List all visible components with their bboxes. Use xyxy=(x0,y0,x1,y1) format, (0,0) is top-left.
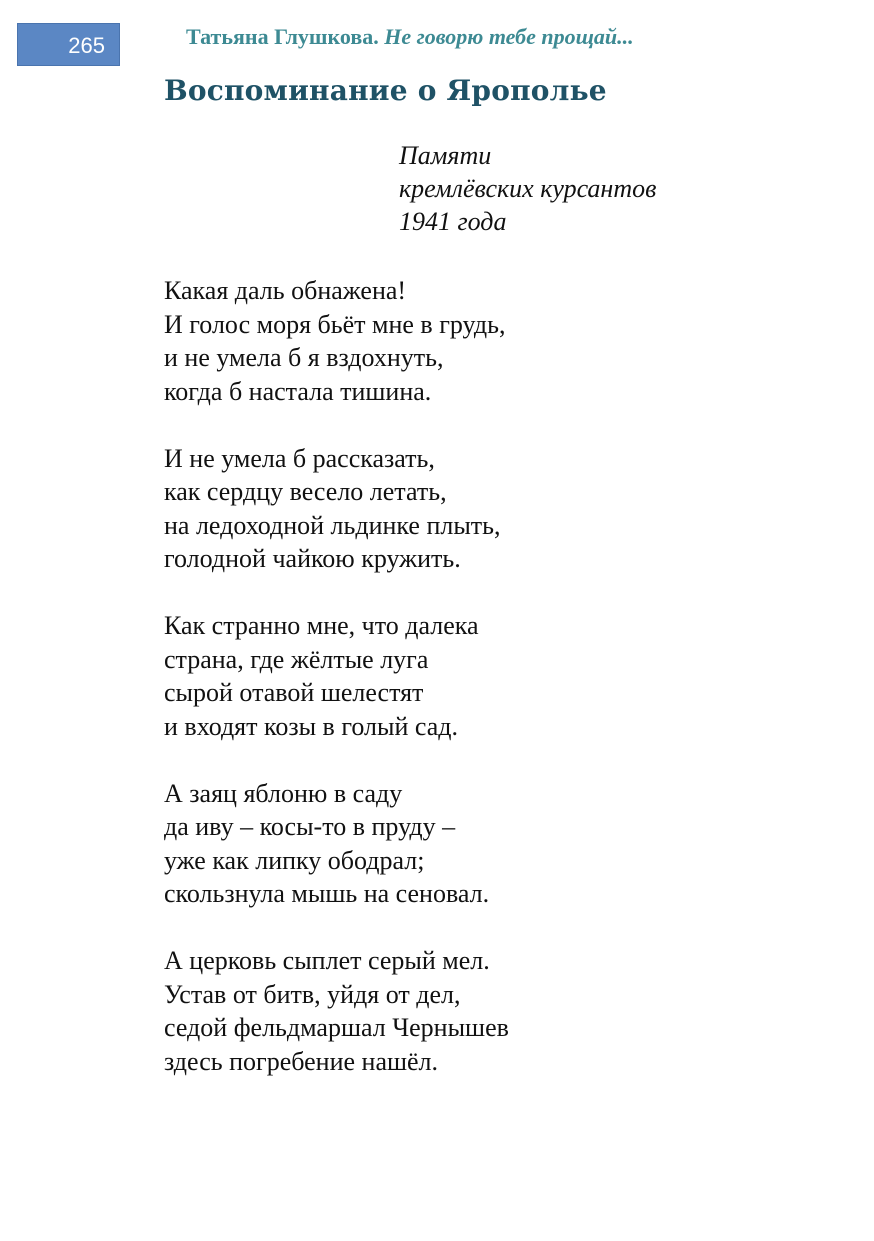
poem-line: А церковь сыплет серый мел. xyxy=(164,946,490,975)
dedication-line: кремлёвских курсантов xyxy=(399,174,657,203)
poem-line: здесь погребение нашёл. xyxy=(164,1046,439,1076)
poem-title: Воспоминание о Ярополье xyxy=(164,74,607,107)
poem-line: голодной чайкою кружить. xyxy=(164,544,461,573)
header-book-title: Не говорю тебе прощай... xyxy=(384,24,634,49)
poem-line: седой фельдмаршал Чернышев xyxy=(164,1013,509,1042)
poem-line: на ледоходной льдинке плыть, xyxy=(164,510,501,540)
page-number-badge: 265 xyxy=(17,23,120,66)
stanza xyxy=(164,609,509,743)
stanza xyxy=(164,442,509,576)
dedication xyxy=(399,139,656,238)
dedication-line: Памяти xyxy=(399,141,492,170)
poem-line: и не умела б я вздохнуть, xyxy=(164,343,444,372)
stanza xyxy=(164,274,509,408)
poem-line: И не умела б рассказать, xyxy=(164,443,435,473)
poem-line: когда б настала тишина. xyxy=(164,376,432,406)
poem-body xyxy=(164,274,509,1112)
poem-line: страна, где жёлтые луга xyxy=(164,644,429,674)
running-header xyxy=(186,24,634,50)
poem-line: как сердцу весело летать, xyxy=(164,477,447,506)
poem-line: Устав от битв, уйдя от дел, xyxy=(164,979,461,1009)
poem-line: да иву – косы-то в пруду – xyxy=(164,812,456,841)
header-author: Татьяна Глушкова. xyxy=(186,24,379,49)
stanza xyxy=(164,777,509,911)
poem-line: и входят козы в голый сад. xyxy=(164,711,458,741)
dedication-line: 1941 года xyxy=(399,207,507,236)
poem-line: скользнула мышь на сеновал. xyxy=(164,879,490,908)
poem-line: уже как липку ободрал; xyxy=(164,845,425,875)
poem-line: А заяц яблоню в саду xyxy=(164,778,403,808)
stanza xyxy=(164,944,509,1078)
poem-line: Как странно мне, что далека xyxy=(164,611,479,640)
poem-line: Какая даль обнажена! xyxy=(164,276,407,305)
poem-line: сырой отавой шелестят xyxy=(164,678,424,707)
poem-line: И голос моря бьёт мне в грудь, xyxy=(164,309,506,339)
